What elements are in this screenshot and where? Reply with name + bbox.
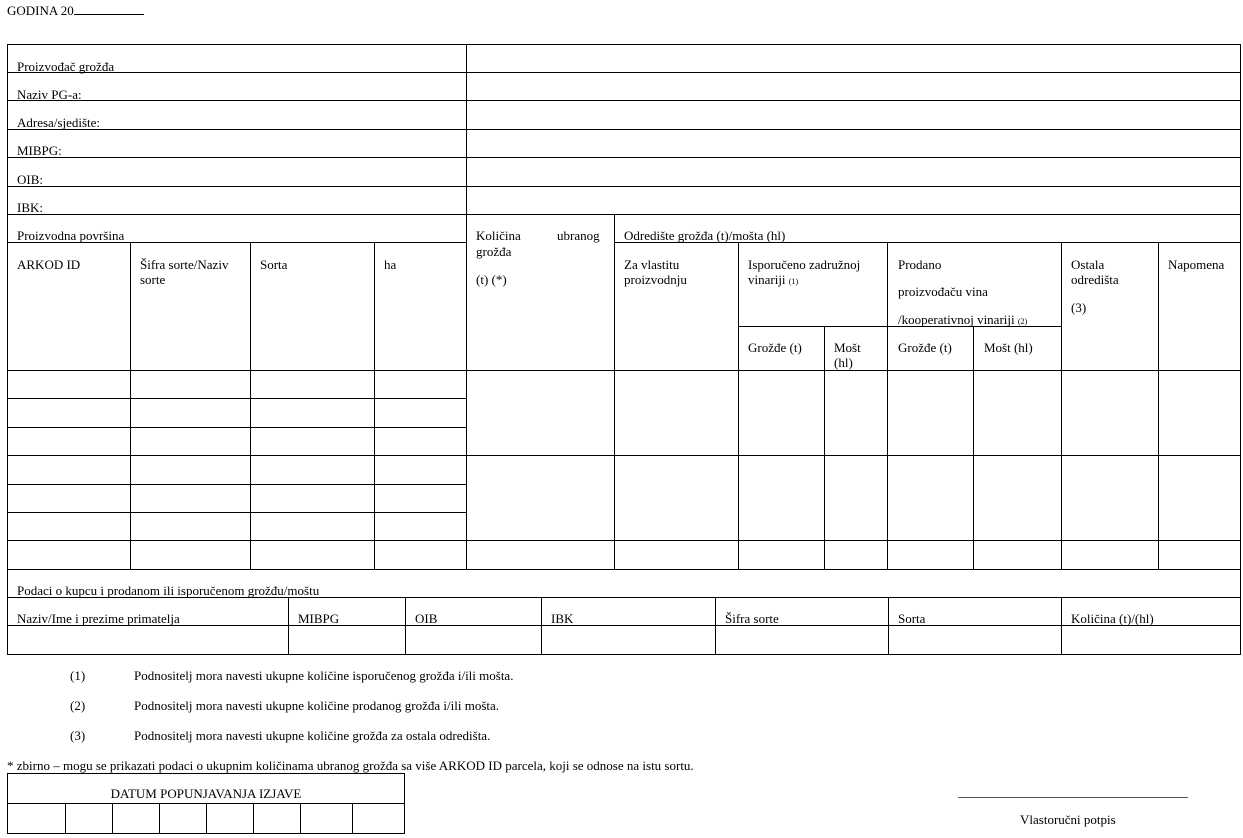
pg-name-field[interactable] xyxy=(468,74,1239,99)
col-other-line2: odredišta xyxy=(1071,272,1119,287)
col-coop-line1: Isporučeno zadružnoj xyxy=(748,257,861,272)
production-area-title: Proizvodna površina xyxy=(17,228,125,243)
col-other-note: (3) xyxy=(1071,300,1087,315)
col-sold-line2: proizvođaču vina xyxy=(898,284,988,299)
col-variety: Sorta xyxy=(260,257,288,272)
buyer-col-variety: Sorta xyxy=(898,611,926,626)
col-remark: Napomena xyxy=(1168,257,1225,272)
date-input-cells[interactable] xyxy=(8,804,404,833)
col-quantity-line1b: ubranog xyxy=(557,228,600,243)
signature-line[interactable] xyxy=(958,797,1188,798)
mibpg-label: MIBPG: xyxy=(17,143,62,158)
buyer-col-quantity: Količina (t)/(hl) xyxy=(1071,611,1154,626)
footnote: * zbirno – mogu se prikazati podaci o ukupnim količinama ubranog grožđa sa više ARKOD ID parcela, koji se odnose na istu sortu. xyxy=(7,758,694,773)
buyer-col-name: Naziv/Ime i prezime primatelja xyxy=(17,611,180,626)
mibpg-field[interactable] xyxy=(468,131,1239,156)
col-quantity-line3: (t) (*) xyxy=(476,272,507,287)
note-3-text: Podnositelj mora navesti ukupne količine grožđa za ostala odredišta. xyxy=(134,728,491,743)
year-label: GODINA 20 xyxy=(7,3,144,18)
destination-title: Odredište grožđa (t)/mošta (hl) xyxy=(624,228,786,243)
signature-label: Vlastoručni potpis xyxy=(1020,812,1116,827)
col-coop-line2: vinariji (1) xyxy=(748,272,799,287)
col-coop-grape: Grožđe (t) xyxy=(748,340,802,355)
col-quantity-line1a: Količina xyxy=(476,228,521,243)
col-sold-line1: Prodano xyxy=(898,257,942,272)
buyer-col-mibpg: MIBPG xyxy=(298,611,340,626)
note-1-number: (1) xyxy=(70,668,86,683)
col-own-line1: Za vlastitu xyxy=(624,257,680,272)
col-other-line1: Ostala xyxy=(1071,257,1105,272)
col-coop-must-line2: (hl) xyxy=(834,355,853,370)
buyer-col-ibk: IBK xyxy=(551,611,574,626)
col-variety-code-line2: sorte xyxy=(140,272,166,287)
col-hectares: ha xyxy=(384,257,397,272)
pg-name-label: Naziv PG-a: xyxy=(17,87,82,102)
note-2-number: (2) xyxy=(70,698,86,713)
note-3-number: (3) xyxy=(70,728,86,743)
note-2-text: Podnositelj mora navesti ukupne količine prodanog grožđa i/ili mošta. xyxy=(134,698,500,713)
col-quantity-line2: grožđa xyxy=(476,244,512,259)
col-variety-code-line1: Šifra sorte/Naziv xyxy=(140,257,229,272)
buyer-section-title: Podaci o kupcu i prodanom ili isporučenom grožđu/moštu xyxy=(17,583,320,598)
oib-label: OIB: xyxy=(17,172,43,187)
col-sold-line3: /kooperativnoj vinariji (2) xyxy=(898,312,1028,327)
producer-label: Proizvođač grožđa xyxy=(17,59,115,74)
year-blank[interactable] xyxy=(74,4,144,15)
col-sold-must: Mošt (hl) xyxy=(984,340,1033,355)
buyer-col-variety-code: Šifra sorte xyxy=(725,611,779,626)
col-sold-grape: Grožđe (t) xyxy=(898,340,952,355)
date-box-title: DATUM POPUNJAVANJA IZJAVE xyxy=(110,786,302,801)
col-arkod-id: ARKOD ID xyxy=(17,257,81,272)
buyer-col-oib: OIB xyxy=(415,611,438,626)
ibk-field[interactable] xyxy=(468,188,1239,213)
address-field[interactable] xyxy=(468,102,1239,128)
ibk-label: IBK: xyxy=(17,200,43,215)
oib-field[interactable] xyxy=(468,159,1239,185)
address-label: Adresa/sjedište: xyxy=(17,115,101,130)
note-1-text: Podnositelj mora navesti ukupne količine isporučenog grožđa i/ili mošta. xyxy=(134,668,514,683)
col-coop-must-line1: Mošt xyxy=(834,340,861,355)
col-own-line2: proizvodnju xyxy=(624,272,687,287)
producer-field[interactable] xyxy=(468,46,1239,71)
